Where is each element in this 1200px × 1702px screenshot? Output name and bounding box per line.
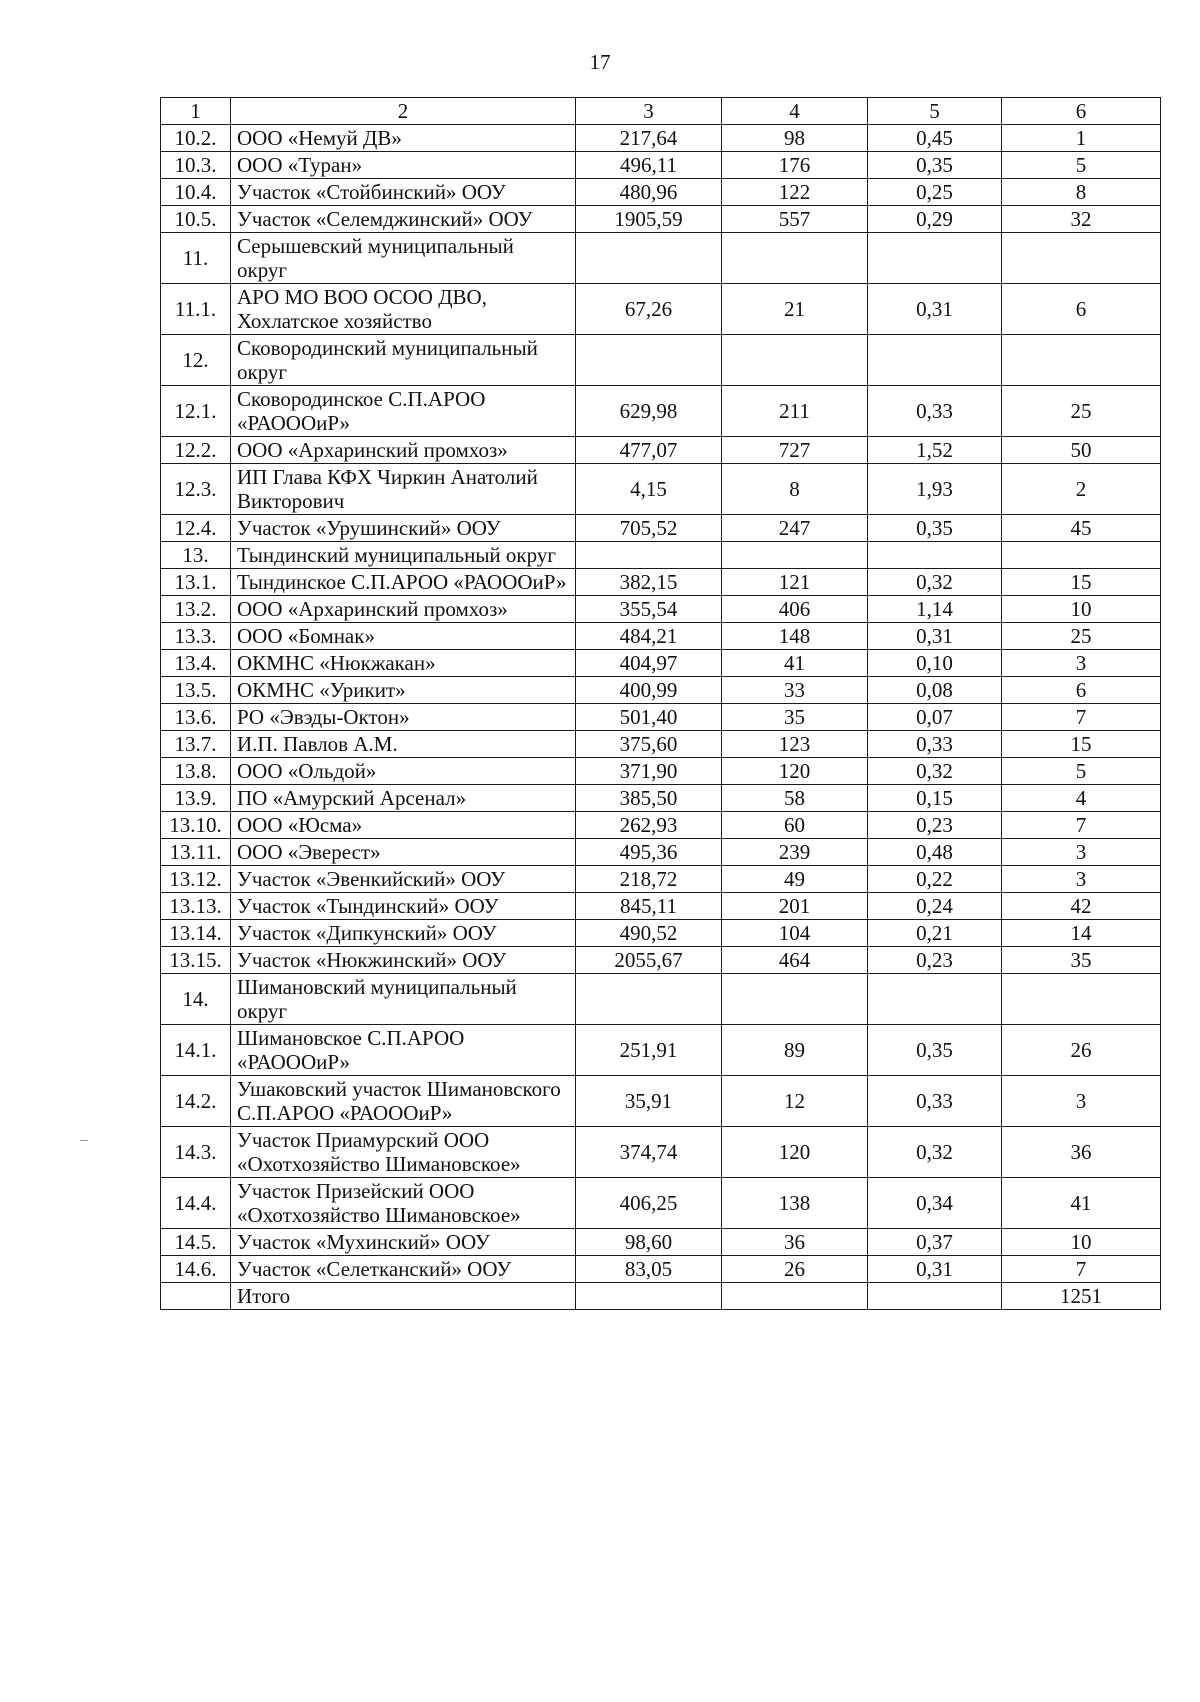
organization-name-cell: РО «Эвэды-Октон» [231, 704, 576, 731]
row-number-cell: 14.5. [161, 1229, 231, 1256]
row-number-cell: 10.4. [161, 179, 231, 206]
organization-name-cell: ООО «Архаринский промхоз» [231, 437, 576, 464]
organization-name-cell: Сковородинское С.П.АРОО «РАОООиР» [231, 386, 576, 437]
count-value-cell: 33 [722, 677, 868, 704]
density-value-cell: 0,37 [868, 1229, 1002, 1256]
header-cell: 4 [722, 98, 868, 125]
density-value-cell [868, 233, 1002, 284]
table-row [161, 1178, 1161, 1229]
area-value-cell: 406,25 [576, 1178, 722, 1229]
table-row [161, 206, 1161, 233]
count-value-cell: 49 [722, 866, 868, 893]
density-value-cell: 1,52 [868, 437, 1002, 464]
count-value-cell: 176 [722, 152, 868, 179]
organization-name-cell: Участок «Селетканский» ООУ [231, 1256, 576, 1283]
row-number-cell: 14.1. [161, 1025, 231, 1076]
table-row [161, 974, 1161, 1025]
organization-name-cell: Участок «Мухинский» ООУ [231, 1229, 576, 1256]
count-value-cell: 104 [722, 920, 868, 947]
count-value-cell: 122 [722, 179, 868, 206]
organization-name-cell: Сковородинский муниципальный округ [231, 335, 576, 386]
count-value-cell: 201 [722, 893, 868, 920]
scan-artifact [80, 1140, 88, 1141]
quota-value-cell: 4 [1002, 785, 1161, 812]
count-value-cell: 727 [722, 437, 868, 464]
quota-value-cell: 6 [1002, 677, 1161, 704]
table-header-row [161, 98, 1161, 125]
quota-value-cell: 32 [1002, 206, 1161, 233]
row-number-cell: 14. [161, 974, 231, 1025]
count-value-cell: 148 [722, 623, 868, 650]
density-value-cell: 0,33 [868, 386, 1002, 437]
count-value-cell [722, 1283, 868, 1310]
organization-name-cell: ООО «Эверест» [231, 839, 576, 866]
count-value-cell: 120 [722, 758, 868, 785]
quota-value-cell: 15 [1002, 731, 1161, 758]
quota-value-cell [1002, 335, 1161, 386]
row-number-cell: 13.15. [161, 947, 231, 974]
table-row [161, 623, 1161, 650]
density-value-cell: 1,93 [868, 464, 1002, 515]
table-row [161, 386, 1161, 437]
quota-value-cell: 3 [1002, 839, 1161, 866]
quota-value-cell: 25 [1002, 386, 1161, 437]
table-row [161, 464, 1161, 515]
density-value-cell: 0,23 [868, 812, 1002, 839]
area-value-cell: 251,91 [576, 1025, 722, 1076]
count-value-cell [722, 335, 868, 386]
table-row [161, 1076, 1161, 1127]
row-number-cell: 10.2. [161, 125, 231, 152]
table-row [161, 758, 1161, 785]
table-row [161, 284, 1161, 335]
density-value-cell: 0,29 [868, 206, 1002, 233]
organization-name-cell: Участок «Эвенкийский» ООУ [231, 866, 576, 893]
organization-name-cell: Участок Призейский ООО «Охотхозяйство Шимановское» [231, 1178, 576, 1229]
organization-name-cell: ООО «Юсма» [231, 812, 576, 839]
table-row [161, 1256, 1161, 1283]
row-number-cell: 11. [161, 233, 231, 284]
organization-name-cell: Тындинское С.П.АРОО «РАОООиР» [231, 569, 576, 596]
table-row [161, 812, 1161, 839]
header-cell: 1 [161, 98, 231, 125]
organization-name-cell: ОКМНС «Нюкжакан» [231, 650, 576, 677]
density-value-cell: 0,33 [868, 731, 1002, 758]
quota-value-cell: 10 [1002, 596, 1161, 623]
table-row [161, 515, 1161, 542]
table-row [161, 1025, 1161, 1076]
quota-value-cell: 35 [1002, 947, 1161, 974]
quota-value-cell: 7 [1002, 1256, 1161, 1283]
row-number-cell: 13.4. [161, 650, 231, 677]
table-row [161, 125, 1161, 152]
row-number-cell: 12.2. [161, 437, 231, 464]
organization-name-cell: Тындинский муниципальный округ [231, 542, 576, 569]
count-value-cell: 35 [722, 704, 868, 731]
count-value-cell: 120 [722, 1127, 868, 1178]
table-row [161, 839, 1161, 866]
density-value-cell: 0,35 [868, 515, 1002, 542]
row-number-cell: 14.2. [161, 1076, 231, 1127]
area-value-cell: 2055,67 [576, 947, 722, 974]
organization-name-cell: ПО «Амурский Арсенал» [231, 785, 576, 812]
allocation-table [160, 97, 1161, 1310]
table-row [161, 704, 1161, 731]
row-number-cell: 13.6. [161, 704, 231, 731]
row-number-cell: 13.9. [161, 785, 231, 812]
table-row [161, 569, 1161, 596]
area-value-cell [576, 974, 722, 1025]
quota-value-cell: 2 [1002, 464, 1161, 515]
quota-value-cell: 41 [1002, 1178, 1161, 1229]
area-value-cell: 375,60 [576, 731, 722, 758]
density-value-cell: 0,07 [868, 704, 1002, 731]
table-row [161, 920, 1161, 947]
density-value-cell [868, 542, 1002, 569]
quota-value-cell: 10 [1002, 1229, 1161, 1256]
quota-value-cell: 50 [1002, 437, 1161, 464]
organization-name-cell: Участок «Урушинский» ООУ [231, 515, 576, 542]
count-value-cell: 211 [722, 386, 868, 437]
row-number-cell: 13. [161, 542, 231, 569]
count-value-cell: 41 [722, 650, 868, 677]
quota-value-cell [1002, 233, 1161, 284]
density-value-cell: 0,31 [868, 623, 1002, 650]
organization-name-cell: Участок «Дипкунский» ООУ [231, 920, 576, 947]
organization-name-cell: Ушаковский участок Шимановского С.П.АРОО «РАОООиР» [231, 1076, 576, 1127]
density-value-cell: 0,45 [868, 125, 1002, 152]
density-value-cell: 0,35 [868, 1025, 1002, 1076]
density-value-cell: 0,08 [868, 677, 1002, 704]
row-number-cell: 14.4. [161, 1178, 231, 1229]
row-number-cell: 13.11. [161, 839, 231, 866]
area-value-cell: 629,98 [576, 386, 722, 437]
organization-name-cell: ООО «Туран» [231, 152, 576, 179]
row-number-cell: 12.4. [161, 515, 231, 542]
quota-value-cell: 3 [1002, 1076, 1161, 1127]
area-value-cell [576, 233, 722, 284]
density-value-cell: 0,32 [868, 569, 1002, 596]
table-row [161, 437, 1161, 464]
count-value-cell: 557 [722, 206, 868, 233]
density-value-cell: 0,15 [868, 785, 1002, 812]
count-value-cell: 12 [722, 1076, 868, 1127]
area-value-cell: 404,97 [576, 650, 722, 677]
quota-value-cell: 45 [1002, 515, 1161, 542]
count-value-cell: 58 [722, 785, 868, 812]
table-row [161, 179, 1161, 206]
organization-name-cell: Серышевский муниципальный округ [231, 233, 576, 284]
organization-name-cell: ООО «Архаринский промхоз» [231, 596, 576, 623]
quota-value-cell: 7 [1002, 812, 1161, 839]
count-value-cell [722, 233, 868, 284]
row-number-cell: 12.1. [161, 386, 231, 437]
quota-value-cell: 1 [1002, 125, 1161, 152]
organization-name-cell: АРО МО ВОО ОСОО ДВО, Хохлатское хозяйство [231, 284, 576, 335]
area-value-cell: 4,15 [576, 464, 722, 515]
row-number-cell: 13.8. [161, 758, 231, 785]
count-value-cell: 464 [722, 947, 868, 974]
table-row [161, 650, 1161, 677]
area-value-cell: 845,11 [576, 893, 722, 920]
table-body [161, 98, 1161, 1310]
density-value-cell: 0,31 [868, 284, 1002, 335]
quota-value-cell: 26 [1002, 1025, 1161, 1076]
quota-value-cell: 15 [1002, 569, 1161, 596]
count-value-cell: 89 [722, 1025, 868, 1076]
quota-value-cell: 5 [1002, 758, 1161, 785]
density-value-cell [868, 335, 1002, 386]
row-number-cell: 13.12. [161, 866, 231, 893]
density-value-cell: 1,14 [868, 596, 1002, 623]
row-number-cell: 10.3. [161, 152, 231, 179]
organization-name-cell: Шимановское С.П.АРОО «РАОООиР» [231, 1025, 576, 1076]
area-value-cell: 218,72 [576, 866, 722, 893]
page-number: 17 [589, 50, 611, 74]
quota-value-cell: 42 [1002, 893, 1161, 920]
quota-value-cell: 6 [1002, 284, 1161, 335]
quota-value-cell [1002, 974, 1161, 1025]
table-row [161, 542, 1161, 569]
density-value-cell: 0,33 [868, 1076, 1002, 1127]
count-value-cell: 98 [722, 125, 868, 152]
table-row [161, 893, 1161, 920]
organization-name-cell: ООО «Ольдой» [231, 758, 576, 785]
organization-name-cell: Шимановский муниципальный округ [231, 974, 576, 1025]
area-value-cell: 501,40 [576, 704, 722, 731]
organization-name-cell: И.П. Павлов А.М. [231, 731, 576, 758]
quota-value-cell: 8 [1002, 179, 1161, 206]
table-row [161, 947, 1161, 974]
density-value-cell: 0,22 [868, 866, 1002, 893]
organization-name-cell: ООО «Немуй ДВ» [231, 125, 576, 152]
density-value-cell: 0,34 [868, 1178, 1002, 1229]
row-number-cell: 13.14. [161, 920, 231, 947]
count-value-cell: 239 [722, 839, 868, 866]
header-cell: 2 [231, 98, 576, 125]
area-value-cell: 67,26 [576, 284, 722, 335]
area-value-cell: 371,90 [576, 758, 722, 785]
row-number-cell: 13.10. [161, 812, 231, 839]
area-value-cell: 262,93 [576, 812, 722, 839]
organization-name-cell: Участок «Тындинский» ООУ [231, 893, 576, 920]
row-number-cell: 10.5. [161, 206, 231, 233]
row-number-cell [161, 1283, 231, 1310]
area-value-cell [576, 335, 722, 386]
area-value-cell: 495,36 [576, 839, 722, 866]
table-row [161, 677, 1161, 704]
density-value-cell [868, 974, 1002, 1025]
area-value-cell: 400,99 [576, 677, 722, 704]
quota-value-cell: 36 [1002, 1127, 1161, 1178]
row-number-cell: 14.3. [161, 1127, 231, 1178]
area-value-cell: 496,11 [576, 152, 722, 179]
area-value-cell: 98,60 [576, 1229, 722, 1256]
row-number-cell: 14.6. [161, 1256, 231, 1283]
table-row [161, 596, 1161, 623]
area-value-cell: 705,52 [576, 515, 722, 542]
area-value-cell: 374,74 [576, 1127, 722, 1178]
area-value-cell: 385,50 [576, 785, 722, 812]
quota-value-cell [1002, 542, 1161, 569]
count-value-cell: 406 [722, 596, 868, 623]
count-value-cell: 121 [722, 569, 868, 596]
density-value-cell [868, 1283, 1002, 1310]
density-value-cell: 0,48 [868, 839, 1002, 866]
count-value-cell: 247 [722, 515, 868, 542]
quota-value-cell: 14 [1002, 920, 1161, 947]
row-number-cell: 13.1. [161, 569, 231, 596]
quota-value-cell: 5 [1002, 152, 1161, 179]
count-value-cell: 36 [722, 1229, 868, 1256]
density-value-cell: 0,32 [868, 1127, 1002, 1178]
count-value-cell [722, 974, 868, 1025]
table-row [161, 1127, 1161, 1178]
count-value-cell [722, 542, 868, 569]
area-value-cell: 490,52 [576, 920, 722, 947]
quota-value-cell: 7 [1002, 704, 1161, 731]
density-value-cell: 0,23 [868, 947, 1002, 974]
area-value-cell: 477,07 [576, 437, 722, 464]
table-row [161, 335, 1161, 386]
organization-name-cell: Участок «Стойбинский» ООУ [231, 179, 576, 206]
area-value-cell: 35,91 [576, 1076, 722, 1127]
density-value-cell: 0,21 [868, 920, 1002, 947]
density-value-cell: 0,24 [868, 893, 1002, 920]
row-number-cell: 13.2. [161, 596, 231, 623]
row-number-cell: 12. [161, 335, 231, 386]
area-value-cell: 480,96 [576, 179, 722, 206]
row-number-cell: 13.13. [161, 893, 231, 920]
row-number-cell: 13.7. [161, 731, 231, 758]
table-row [161, 1283, 1161, 1310]
organization-name-cell: ООО «Бомнак» [231, 623, 576, 650]
table-row [161, 152, 1161, 179]
count-value-cell: 60 [722, 812, 868, 839]
organization-name-cell: Участок «Селемджинский» ООУ [231, 206, 576, 233]
row-number-cell: 13.3. [161, 623, 231, 650]
table-row [161, 1229, 1161, 1256]
header-cell: 5 [868, 98, 1002, 125]
header-cell: 6 [1002, 98, 1161, 125]
organization-name-cell: Итого [231, 1283, 576, 1310]
organization-name-cell: ОКМНС «Урикит» [231, 677, 576, 704]
area-value-cell: 382,15 [576, 569, 722, 596]
density-value-cell: 0,25 [868, 179, 1002, 206]
quota-value-cell: 25 [1002, 623, 1161, 650]
quota-value-cell: 3 [1002, 650, 1161, 677]
header-cell: 3 [576, 98, 722, 125]
area-value-cell [576, 542, 722, 569]
count-value-cell: 138 [722, 1178, 868, 1229]
quota-value-cell: 3 [1002, 866, 1161, 893]
organization-name-cell: ИП Глава КФХ Чиркин Анатолий Викторович [231, 464, 576, 515]
area-value-cell: 83,05 [576, 1256, 722, 1283]
area-value-cell: 484,21 [576, 623, 722, 650]
count-value-cell: 123 [722, 731, 868, 758]
row-number-cell: 12.3. [161, 464, 231, 515]
area-value-cell: 1905,59 [576, 206, 722, 233]
count-value-cell: 8 [722, 464, 868, 515]
organization-name-cell: Участок Приамурский ООО «Охотхозяйство Шимановское» [231, 1127, 576, 1178]
organization-name-cell: Участок «Нюкжинский» ООУ [231, 947, 576, 974]
table-row [161, 233, 1161, 284]
row-number-cell: 13.5. [161, 677, 231, 704]
density-value-cell: 0,32 [868, 758, 1002, 785]
density-value-cell: 0,31 [868, 1256, 1002, 1283]
density-value-cell: 0,35 [868, 152, 1002, 179]
area-value-cell: 355,54 [576, 596, 722, 623]
area-value-cell [576, 1283, 722, 1310]
density-value-cell: 0,10 [868, 650, 1002, 677]
area-value-cell: 217,64 [576, 125, 722, 152]
count-value-cell: 21 [722, 284, 868, 335]
quota-value-cell: 1251 [1002, 1283, 1161, 1310]
table-row [161, 866, 1161, 893]
table-row [161, 785, 1161, 812]
table-row [161, 731, 1161, 758]
count-value-cell: 26 [722, 1256, 868, 1283]
row-number-cell: 11.1. [161, 284, 231, 335]
